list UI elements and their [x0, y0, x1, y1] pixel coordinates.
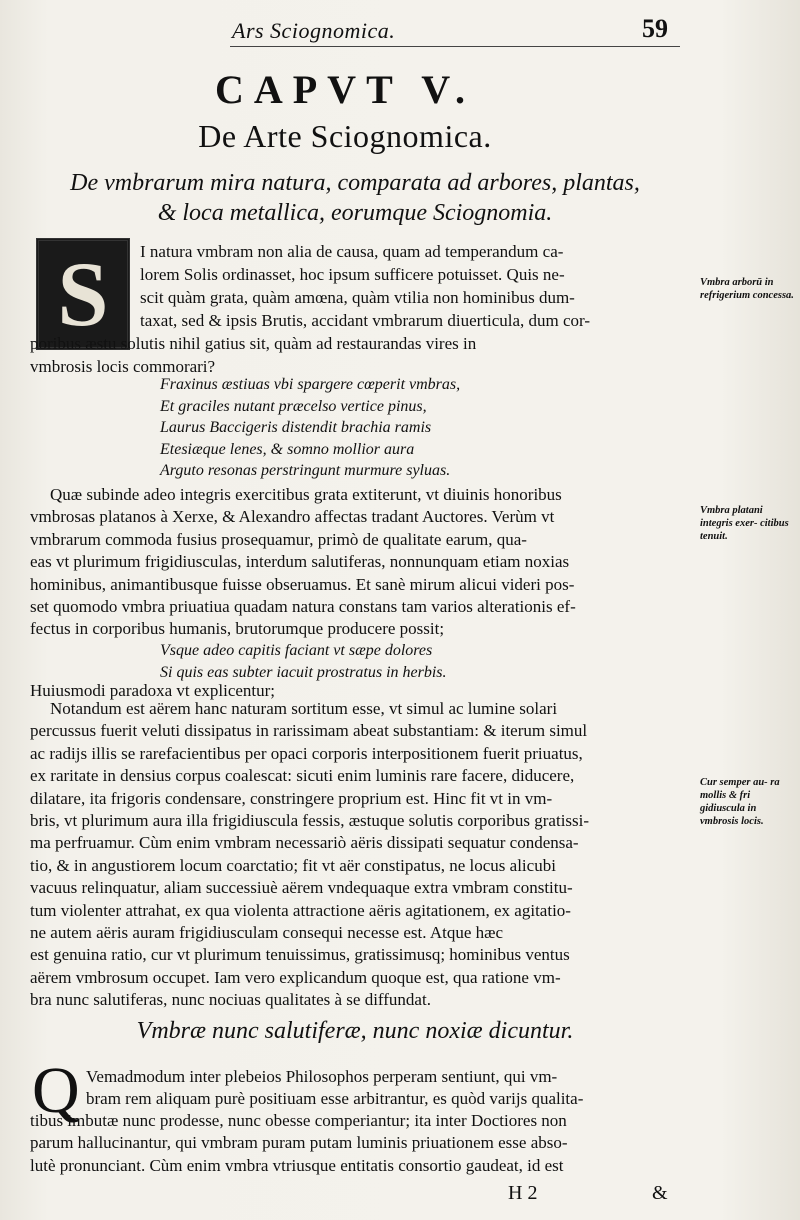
verse-block-2	[160, 640, 680, 683]
paragraph-5-head	[86, 1066, 690, 1111]
text-line: ma perfruamur. Cùm enim vmbram necessariò aëris dissipati sequatur condensa-	[30, 833, 579, 853]
verse-line: Et graciles nutant præcelso vertice pinus,	[160, 397, 427, 415]
text-line: I natura vmbram non alia de causa, quam ad temperandum ca-	[140, 242, 564, 261]
text-line: ex raritate in densius corpus coalescat: sicuti enim luminis rare facere, diducere,	[30, 766, 575, 786]
section-title-2: Vmbræ nunc salutiferæ, nunc noxiæ dicuntur.	[136, 1018, 574, 1044]
running-head: Ars Sciognomica.	[232, 18, 396, 43]
section-title-1	[20, 168, 690, 228]
paragraph-4	[30, 698, 690, 1012]
paragraph-1-continued	[30, 332, 690, 378]
text-line: vmbrosas platanos à Xerxe, & Alexandro affectas tradant Auctores. Verùm vt	[30, 507, 555, 527]
text-line: lutè pronunciant. Cùm enim vmbra vtriusque entitatis consortio gaudeat, id est	[30, 1155, 564, 1175]
chapter-title: CAPVT V.	[214, 67, 476, 112]
text-line: vmbrosis locis commorari?	[30, 357, 216, 376]
text-line: set quomodo vmbra priuatiua quadam natura constans tam varios alterationis ef-	[30, 597, 576, 617]
paragraph-1	[140, 240, 690, 332]
verse-line: Arguto resonas perstringunt murmure syluas.	[160, 462, 451, 479]
text-line: hominibus, animantibusque fuisse obseruamus. Et sanè mirum alicui videri pos-	[30, 574, 575, 594]
text-line: eas vt plurimum frigidiusculas, interdum salutiferas, nonnunquam etiam noxias	[30, 552, 570, 572]
signature-mark: H 2	[508, 1182, 538, 1204]
text-line: tio, & in angustiorem locum coarctatio; fit vt aër constipatus, ne locus alicubi	[30, 855, 556, 875]
paragraph-5	[30, 1110, 690, 1177]
text-line: tum violenter attrahat, ex qua violenta attractione aëris agitationem, ex agitatio-	[30, 900, 571, 920]
text-line: bra nunc salutiferas, nunc nociuas qualitates à se diffundat.	[30, 990, 431, 1010]
catchword: &	[652, 1182, 668, 1204]
text-line: scit quàm grata, quàm amœna, quàm vtilia non hominibus dum-	[140, 288, 575, 307]
text-line: ne autem aëris auram frigidiusculam consequi necesse est. Atque hæc	[30, 923, 504, 943]
text-line: taxat, sed & ipsis Brutis, accidant vmbrarum diuerticula, dum cor-	[140, 311, 591, 330]
text-line: parum hallucinantur, qui vmbram puram putam luminis priuationem esse abso-	[30, 1133, 568, 1153]
header-rule	[230, 46, 680, 47]
text-line: percussus fuerit veluti dissipatus in rarissimam abeat substantiam: & iterum simul	[30, 721, 588, 741]
text-line: ac radijs illis se rarefacientibus per opaci corporis interpositionem fuerit priuatus,	[30, 743, 583, 763]
margin-note-2: Vmbra platani integris exer- citibus tenuit.	[700, 505, 789, 542]
text-line: poribus æstu solutis nihil gatius sit, quàm ad restaurandas vires in	[30, 334, 477, 353]
text-line: Quæ subinde adeo integris exercitibus grata extiterunt, vt diuinis honoribus	[50, 485, 562, 504]
verse-line: Etesiæque lenes, & somno mollior aura	[160, 440, 415, 458]
drop-cap-letter: S	[57, 243, 109, 345]
section-title-1-line-2: & loca metallica, eorumque Sciognomia.	[157, 200, 553, 226]
text-line: vmbrarum commoda fusius prosequamur, primò de qualitate earum, qua-	[30, 529, 527, 549]
text-line: lorem Solis ordinasset, hoc ipsum sufficere potuisset. Quis ne-	[140, 265, 565, 284]
chapter-subtitle: De Arte Sciognomica.	[198, 118, 492, 154]
text-line: tibus imbutæ nunc prodesse, nunc obesse comperiantur; ita inter Doctiores non	[30, 1111, 567, 1130]
page-number: 59	[642, 14, 668, 43]
paragraph-2	[30, 484, 690, 641]
text-line: Notandum est aërem hanc naturam sortitum esse, vt simul ac lumine solari	[50, 699, 558, 718]
verse-block-1	[160, 374, 680, 482]
text-line: dilatare, ita frigoris condensare, constringere proprium est. Hinc fit vt in vm-	[30, 788, 553, 808]
text-line: Vemadmodum inter plebeios Philosophos perperam sentiunt, qui vm-	[86, 1067, 558, 1086]
verse-line: Vsque adeo capitis faciant vt sæpe dolores	[160, 642, 433, 659]
initial-letter-q: Q	[32, 1054, 80, 1127]
paragraph-3: Huiusmodi paradoxa vt explicentur;	[30, 681, 276, 700]
section-title-1-line-1: De vmbrarum mira natura, comparata ad arbores, plantas,	[70, 170, 640, 196]
margin-note-1: Vmbra arborū in refrigerium concessa.	[700, 277, 794, 301]
text-line: est genuina ratio, cur vt plurimum tenuissimus, gratissimusq; hominibus ventus	[30, 945, 570, 965]
text-line: fectus in corporibus humanis, brutorumque producere possit;	[30, 619, 445, 639]
verse-line: Fraxinus æstiuas vbi spargere cœperit vmbras,	[160, 376, 461, 393]
text-line: bram rem aliquam purè positiuam esse arbitrantur, es quòd varijs qualita-	[86, 1089, 584, 1109]
verse-line: Si quis eas subter iacuit prostratus in herbis.	[160, 663, 447, 681]
text-line: vacuus relinquatur, aliam successiuè aërem vndequaque extra vmbram constitu-	[30, 878, 573, 898]
margin-note-3: Cur semper au- ra mollis & fri gidiuscula in vmbrosis locis.	[700, 777, 780, 827]
verse-line: Laurus Baccigeris distendit brachia ramis	[160, 419, 432, 436]
text-line: aërem vmbrosum occupet. Iam vero explicandum quoque est, qua ratione vm-	[30, 967, 561, 987]
text-line: bris, vt plurimum aura illa frigidiuscula fessis, æstuque solutis corporibus gratissi-	[30, 811, 590, 831]
